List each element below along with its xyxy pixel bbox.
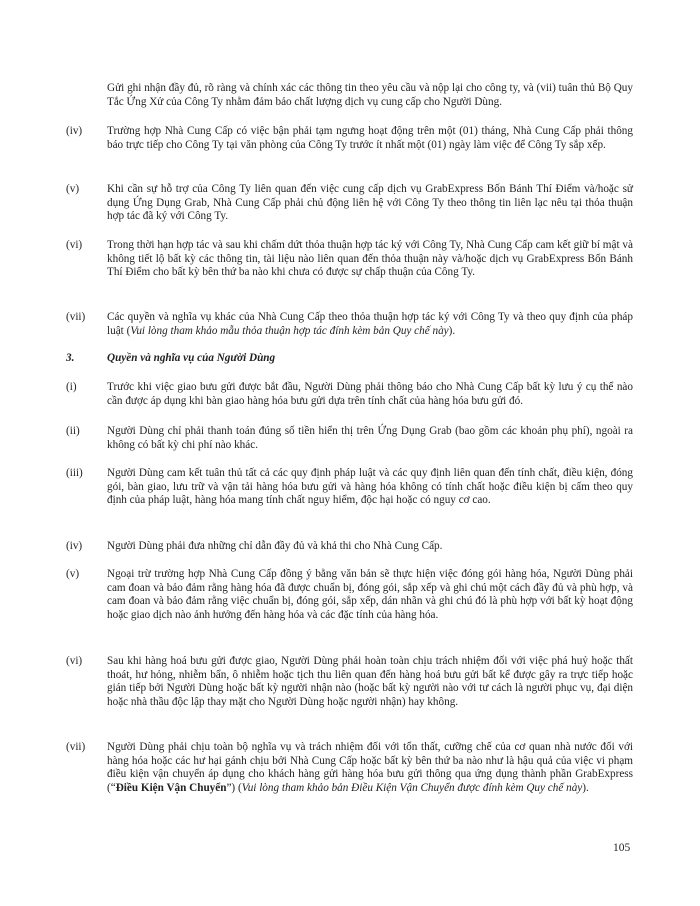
item-text-tail: ). [582, 781, 589, 794]
item-text: Người Dùng phải đưa những chỉ dẫn đầy đủ và khả thi cho Nhà Cung Cấp. [107, 540, 443, 552]
item-text: Khi cần sự hỗ trợ của Công Ty liên quan đến việc cung cấp dịch vụ GrabExpress Bốn Bánh Thí Điểm và/hoặc sử dụng Ứng Dụng Grab, Nhà Cung Cấp phải chủ động liên hệ với Công Ty theo thông tin liên lạc nêu tại thỏa thuận hợp tác đã ký với Công Ty. [107, 183, 633, 223]
item-text-italic: Vui lòng tham khảo mẫu thỏa thuận hợp tác đính kèm bản Quy chế này [130, 324, 449, 337]
item-text: Trường hợp Nhà Cung Cấp có việc bận phải tạm ngưng hoạt động trên một (01) tháng, Nhà Cung Cấp phải thông báo trực tiếp cho Công Ty tại văn phòng của Công Ty trước ít nhất một (01) ngày làm việc để Công Ty sắp xếp. [107, 125, 633, 151]
page-number: 105 [613, 842, 631, 854]
item-text-bold: Điều Kiện Vận Chuyển [115, 781, 227, 794]
item-text-main: Người Dùng phải chịu toàn bộ nghĩa vụ và trách nhiệm đối với tổn thất, cưỡng chế của cơ quan nhà nước đối với hàng hóa hoặc các hư hại gánh chịu bởi Nhà Cung Cấp hoặc bất kỳ bên thứ ba nào như là hậu quả của việc vi phạm điều kiện vận chuyển áp dụng cho khách hàng gửi hàng hóa bưu gửi thông qua ứng dụng thành phần GrabExpress (“ [107, 741, 633, 794]
item-text [107, 311, 633, 338]
item-text: Trước khi việc giao bưu gửi được bắt đầu, Người Dùng phải thông báo cho Nhà Cung Cấp bất kỳ lưu ý cụ thể nào cần được áp dụng khi bàn giao hàng hóa bưu gửi dựa trên tính chất của hàng hóa bưu gửi đó. [107, 381, 633, 407]
item-text-tail: ). [448, 324, 456, 337]
section-title: Quyền và nghĩa vụ của Người Dùng [107, 352, 276, 364]
item-text-italic: Vui lòng tham khảo bản Điều Kiện Vận Chuyển được đính kèm Quy chế này [241, 781, 583, 794]
item-number: (iv) [66, 125, 83, 137]
item-number: (i) [66, 381, 77, 393]
item-number: (iii) [66, 467, 83, 479]
item-text: Trong thời hạn hợp tác và sau khi chấm dứt thỏa thuận hợp tác ký với Công Ty, Nhà Cung Cấp cam kết giữ bí mật và không tiết lộ bất kỳ các thông tin, tài liệu nào liên quan đến thỏa thuận này và/hoặc dịch vụ GrabExpress Bốn Bánh Thí Điểm cho bất kỳ bên thứ ba nào khi chưa có được sự chấp thuận của Công Ty. [107, 239, 633, 279]
section-number: 3. [66, 352, 75, 364]
item-text: Người Dùng cam kết tuân thủ tất cả các quy định pháp luật và các quy định liên quan đến tính chất, điều kiện, đóng gói, bàn giao, lưu trữ và vận tải hàng hóa bưu gửi và hàng hóa không có tính chất hoặc điều kiện bị cấm theo quy định của pháp luật, hàng hóa mang tính chất nguy hiểm, độc hại hoặc có nguy cơ cao. [107, 467, 633, 507]
item-text [107, 741, 633, 795]
item-text: Ngoại trừ trường hợp Nhà Cung Cấp đồng ý bằng văn bản sẽ thực hiện việc đóng gói hàng hóa, Người Dùng phải cam đoan và bảo đảm rằng hàng hóa đã được chuẩn bị, đóng gói, sắp xếp và ghi chú một cách đầy đủ và phù hợp, và cam đoan và bảo đảm rằng việc chuẩn bị, đóng gói, sắp xếp, dán nhãn và ghi chú đó là phù hợp với bất kỳ hoạt động hoặc giao dịch nào ảnh hưởng đến hàng hóa và các đặc tính của hàng hóa. [107, 568, 633, 621]
item-number: (vi) [66, 655, 83, 667]
item-text: Sau khi hàng hoá bưu gửi được giao, Người Dùng phải hoàn toàn chịu trách nhiệm đối với việc phá huỷ hoặc thất thoát, hư hỏng, nhiễm bẩn, ô nhiễm hoặc tịch thu liên quan đến hàng hoá bưu gửi bất kể được gây ra trực tiếp hoặc gián tiếp bởi Người Dùng hoặc bất kỳ người nhận nào (hoặc bất kỳ người nào với tư cách là người phục vụ, đại diện hoặc nhà thầu độc lập thay mặt cho Người Dùng hoặc người nhận) hay không. [107, 655, 633, 708]
item-number: (ii) [66, 425, 80, 437]
item-number: (v) [66, 183, 80, 195]
item-number: (v) [66, 568, 80, 580]
item-number: (iv) [66, 540, 83, 552]
item-number: (vii) [66, 741, 86, 753]
item-text: Người Dùng chỉ phải thanh toán đúng số tiền hiển thị trên Ứng Dụng Grab (bao gồm các khoản phụ phí), ngoài ra không có bất kỳ chi phí nào khác. [107, 425, 633, 451]
item-text-mid: ”) ( [226, 781, 242, 794]
item-number: (vii) [66, 311, 86, 323]
item-text-main: Các quyền và nghĩa vụ khác của Nhà Cung Cấp theo thỏa thuận hợp tác ký với Công Ty và theo quy định của pháp luật ( [107, 311, 633, 337]
item-number: (vi) [66, 239, 83, 251]
intro-paragraph: Gửi ghi nhận đầy đủ, rõ ràng và chính xác các thông tin theo yêu cầu và nộp lại cho công ty, và (vii) tuân thủ Bộ Quy Tắc Ứng Xử của Công Ty nhằm đảm bảo chất lượng dịch vụ cung cấp cho Người Dùng. [107, 82, 633, 108]
